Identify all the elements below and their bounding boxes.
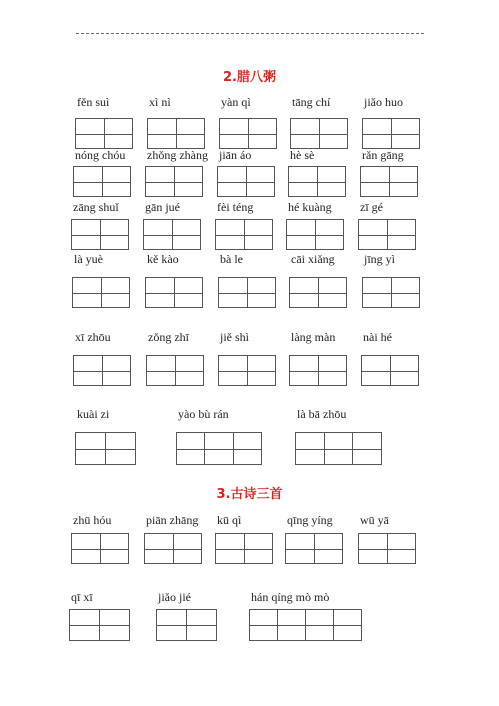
pinyin-label: kě kào [147,252,179,266]
character-writing-grid[interactable] [289,355,347,386]
character-cell[interactable] [146,167,175,196]
character-writing-grid[interactable] [71,533,129,564]
pinyin-label: hè sè [290,148,315,162]
character-cell[interactable] [174,534,202,563]
character-writing-grid[interactable] [144,533,202,564]
character-cell[interactable] [144,220,173,249]
character-cell[interactable] [391,356,419,385]
character-cell[interactable] [73,278,102,307]
pinyin-label: yào bù rán [178,407,229,421]
character-cell[interactable] [249,119,277,148]
character-cell[interactable] [319,278,347,307]
character-writing-grid[interactable] [362,118,420,149]
character-writing-grid[interactable] [75,118,133,149]
pinyin-label: hán qíng mò mò [251,590,330,604]
character-cell[interactable] [278,610,306,640]
character-cell[interactable] [74,356,103,385]
character-writing-grid[interactable] [143,219,201,250]
character-writing-grid[interactable] [69,609,130,641]
pinyin-label: piān zhāng [146,513,199,527]
pinyin-label: fèi téng [217,200,254,214]
character-cell[interactable] [101,534,129,563]
character-cell[interactable] [325,433,354,464]
pinyin-label: kuài zi [77,407,110,421]
character-cell[interactable] [392,119,420,148]
character-cell[interactable] [157,610,187,640]
character-writing-grid[interactable] [145,277,203,308]
pinyin-label: làng màn [291,330,336,344]
character-writing-grid[interactable] [215,533,273,564]
character-cell[interactable] [248,278,276,307]
character-cell[interactable] [218,167,247,196]
character-writing-grid[interactable] [295,432,382,465]
character-writing-grid[interactable] [290,118,348,149]
pinyin-label: nóng chóu [75,148,126,162]
pinyin-label: là yuè [74,252,103,266]
character-cell[interactable] [177,433,205,464]
character-cell[interactable] [286,534,315,563]
character-cell[interactable] [72,220,101,249]
pinyin-label: gān jué [145,200,180,214]
section-title-gushi-sanshou: 3.古诗三首 [216,487,283,502]
character-writing-grid[interactable] [285,533,343,564]
character-cell[interactable] [290,278,319,307]
character-writing-grid[interactable] [360,166,418,197]
character-cell[interactable] [234,433,261,464]
character-cell[interactable] [289,167,318,196]
character-writing-grid[interactable] [218,355,276,386]
character-cell[interactable] [175,167,203,196]
pinyin-label: zǒng zhī [148,330,189,344]
character-writing-grid[interactable] [286,219,344,250]
character-cell[interactable] [148,119,177,148]
pinyin-label: jiě shì [220,330,249,344]
pinyin-label: zhū hóu [73,513,112,527]
character-cell[interactable] [219,356,248,385]
character-cell[interactable] [106,433,135,464]
character-cell[interactable] [316,220,344,249]
character-cell[interactable] [247,167,275,196]
character-writing-grid[interactable] [75,432,136,465]
character-writing-grid[interactable] [147,118,205,149]
character-cell[interactable] [76,433,106,464]
character-cell[interactable] [216,220,245,249]
pinyin-label: tāng chí [292,95,331,109]
character-writing-grid[interactable] [289,277,347,308]
character-cell[interactable] [319,356,347,385]
character-cell[interactable] [205,433,233,464]
character-writing-grid[interactable] [219,118,277,149]
character-cell[interactable] [318,167,346,196]
character-cell[interactable] [245,534,273,563]
character-writing-grid[interactable] [145,166,203,197]
character-cell[interactable] [216,534,245,563]
character-cell[interactable] [287,220,316,249]
character-cell[interactable] [177,119,205,148]
character-cell[interactable] [146,278,175,307]
character-cell[interactable] [187,610,216,640]
pinyin-label: là bā zhōu [297,407,347,421]
pinyin-label: qīng yíng [287,513,333,527]
character-cell[interactable] [250,610,278,640]
character-cell[interactable] [219,278,248,307]
character-cell[interactable] [147,356,176,385]
character-writing-grid[interactable] [218,277,276,308]
character-cell[interactable] [388,220,416,249]
character-cell[interactable] [291,119,320,148]
character-writing-grid[interactable] [215,219,273,250]
pinyin-label: zī gé [360,200,383,214]
character-writing-grid[interactable] [73,166,131,197]
pinyin-label: rǎn gāng [362,148,404,162]
character-cell[interactable] [74,167,103,196]
character-cell[interactable] [103,167,131,196]
character-writing-grid[interactable] [176,432,262,465]
character-cell[interactable] [220,119,249,148]
character-cell[interactable] [359,534,388,563]
character-cell[interactable] [173,220,201,249]
character-cell[interactable] [245,220,273,249]
character-writing-grid[interactable] [249,609,362,641]
character-writing-grid[interactable] [156,609,217,641]
pinyin-label: nài hé [363,330,392,344]
character-writing-grid[interactable] [217,166,275,197]
pinyin-label: fěn suì [77,95,110,109]
section-title-laba-zhou: 2.腊八粥 [223,70,276,85]
character-cell[interactable] [103,356,131,385]
pinyin-label: bà le [220,252,243,266]
character-cell[interactable] [363,119,392,148]
top-dashed-rule [76,33,424,34]
character-cell[interactable] [362,356,391,385]
character-writing-grid[interactable] [72,277,130,308]
character-cell[interactable] [361,167,390,196]
character-cell[interactable] [175,278,203,307]
pinyin-label: hé kuàng [288,200,332,214]
pinyin-label: xī zhōu [75,330,111,344]
character-writing-grid[interactable] [362,277,420,308]
character-writing-grid[interactable] [361,355,419,386]
pinyin-label: kū qì [217,513,242,527]
character-writing-grid[interactable] [358,533,416,564]
pinyin-label: jiǎo jié [158,590,191,604]
character-cell[interactable] [145,534,174,563]
character-cell[interactable] [320,119,348,148]
character-writing-grid[interactable] [146,355,204,386]
pinyin-label: jiǎo huo [364,95,403,109]
pinyin-label: xì nì [149,95,171,109]
character-cell[interactable] [290,356,319,385]
character-cell[interactable] [176,356,204,385]
character-cell[interactable] [72,534,101,563]
pinyin-label: jīng yì [364,252,396,266]
character-cell[interactable] [359,220,388,249]
character-cell[interactable] [296,433,325,464]
character-writing-grid[interactable] [358,219,416,250]
character-cell[interactable] [100,610,129,640]
character-cell[interactable] [392,278,420,307]
character-cell[interactable] [306,610,334,640]
pinyin-label: yàn qì [221,95,251,109]
character-cell[interactable] [101,220,129,249]
pinyin-label: zhǒng zhàng [147,148,208,162]
pinyin-label: cāi xiǎng [291,252,335,266]
character-cell[interactable] [390,167,418,196]
character-cell[interactable] [76,119,105,148]
pinyin-label: qī xī [71,590,93,604]
character-cell[interactable] [105,119,133,148]
character-writing-grid[interactable] [288,166,346,197]
pinyin-label: jiān áo [219,148,252,162]
character-cell[interactable] [388,534,416,563]
character-writing-grid[interactable] [71,219,129,250]
pinyin-label: wū yā [360,513,389,527]
character-cell[interactable] [248,356,276,385]
character-cell[interactable] [70,610,100,640]
character-cell[interactable] [334,610,361,640]
character-cell[interactable] [315,534,343,563]
pinyin-label: zāng shuǐ [73,200,119,214]
character-cell[interactable] [102,278,130,307]
character-cell[interactable] [353,433,381,464]
character-cell[interactable] [363,278,392,307]
character-writing-grid[interactable] [73,355,131,386]
